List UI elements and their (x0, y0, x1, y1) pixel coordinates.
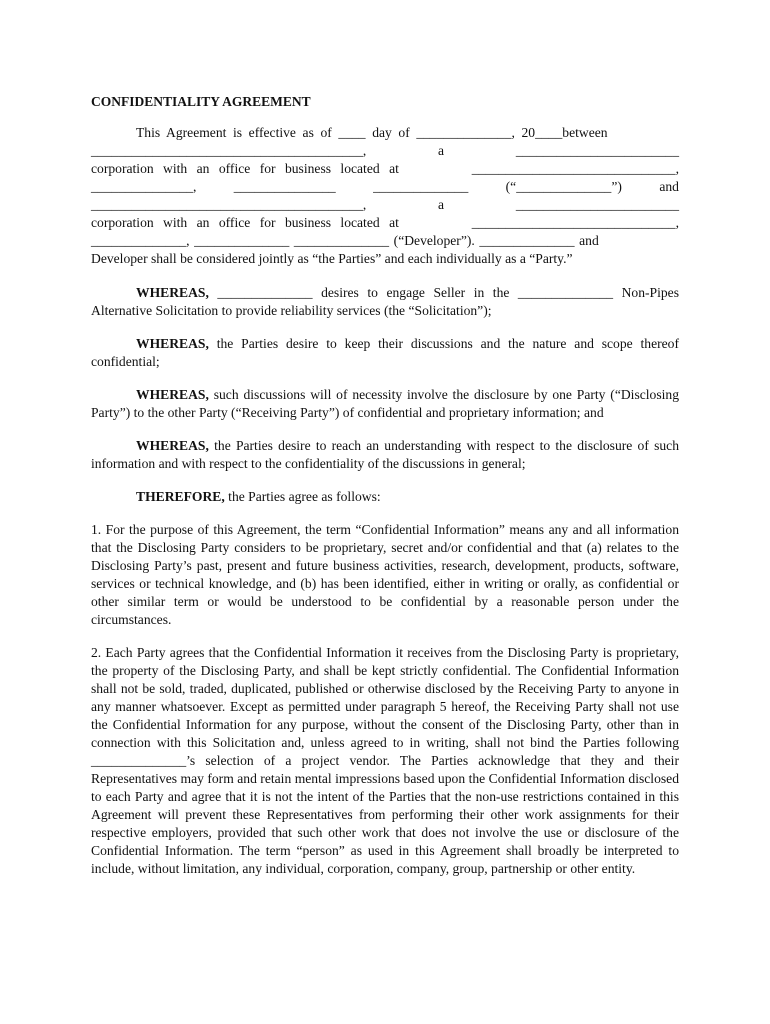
intro-line-4 (91, 178, 679, 196)
intro-line-6-a: corporation with an office for business located at (91, 215, 399, 230)
intro-line-3-b: ______________________________, (471, 161, 679, 176)
therefore-text: the Parties agree as follows: (224, 489, 381, 504)
intro-line-8-text: Developer shall be considered jointly as “the Parties” and each individually as a “Party.” (91, 251, 573, 266)
whereas-1-label: WHEREAS, (136, 285, 209, 300)
intro-line-1-text: This Agreement is effective as of ____ day of ______________, 20____between (136, 125, 608, 140)
intro-line-2 (91, 142, 679, 160)
intro-line-4-a: _______________, (91, 179, 197, 194)
whereas-paragraph-4 (91, 437, 679, 473)
intro-line-5-a: ________________________________________, (91, 197, 367, 212)
whereas-1-text: ______________ desires to engage Seller in the ______________ Non-Pipes Alternative Solicitation to provide reliability services (the “Solicitation”); (91, 285, 679, 318)
intro-line-7-text: ______________, ______________ ______________ (“Developer”). ______________ and (91, 233, 599, 248)
therefore-label: THEREFORE, (136, 489, 225, 504)
intro-line-5-b: a (438, 197, 445, 212)
intro-line-2-a: ________________________________________, (91, 143, 367, 158)
whereas-paragraph-3 (91, 386, 679, 422)
intro-line-6-b: ______________________________, (471, 215, 679, 230)
whereas-paragraph-1 (91, 284, 679, 320)
whereas-2-label: WHEREAS, (136, 336, 209, 351)
whereas-3-label: WHEREAS, (136, 387, 209, 402)
intro-line-8 (91, 250, 679, 268)
whereas-4-label: WHEREAS, (136, 438, 209, 453)
intro-line-4-e: and (659, 179, 679, 194)
intro-line-6 (91, 214, 679, 232)
section-2-paragraph: 2. Each Party agrees that the Confidential Information it receives from the Disclosing Party is proprietary, the property of the Disclosing Party, and shall be kept strictly confidential. The Confidential Information shall not be sold, traded, duplicated, published or otherwise disclosed by the Receiving Party to anyone in any manner whatsoever. Except as permitted under paragraph 5 hereof, the Receiving Party shall not use the Confidential Information for any purpose, without the consent of the Disclosing Party, other than in connection with this Solicitation and, unless agreed to in writing, shall not bind the Parties following ______________’s selection of a project vendor. The Parties acknowledge that they and their Representatives may form and retain mental impressions based upon the Confidential Information disclosed to each Party and agree that it is not the intent of the Parties that the non-use restrictions contained in this Agreement will prevent these Representatives from performing their other work assignments for their respective employers, provided that such other work that does not involve the use or disclosure of the Confidential Information. The term “person” as used in this Agreement shall broadly be interpreted to include, without limitation, any individual, corporation, company, group, partnership or other entity. (91, 645, 679, 876)
document-title: CONFIDENTIALITY AGREEMENT (91, 94, 311, 109)
intro-line-3-a: corporation with an office for business located at (91, 161, 399, 176)
intro-line-3 (91, 160, 679, 178)
intro-line-4-d: (“______________”) (505, 179, 622, 194)
intro-line-5 (91, 196, 679, 214)
intro-line-1 (91, 124, 679, 142)
therefore-paragraph (91, 488, 679, 506)
section-1-paragraph: 1. For the purpose of this Agreement, the term “Confidential Information” means any and all information that the Disclosing Party considers to be proprietary, secret and/or confidential and that (a) relates to the Disclosing Party’s past, present and future business activities, research, development, products, software, services or technical knowledge, and (b) has been identified, either in writing or orally, as confidential or other similar term or would be understood to be confidential by a reasonable person under the circumstances. (91, 522, 679, 627)
whereas-3-text: such discussions will of necessity involve the disclosure by one Party (“Disclosing Party”) to the other Party (“Receiving Party”) of confidential and proprietary information; and (91, 387, 679, 420)
whereas-paragraph-2 (91, 335, 679, 371)
intro-line-2-c: ________________________ (515, 143, 679, 158)
intro-line-4-c: ______________ (373, 179, 469, 194)
intro-block (91, 124, 679, 268)
intro-line-4-b: _______________ (233, 179, 336, 194)
whereas-2-text: the Parties desire to keep their discussions and the nature and scope thereof confidential; (91, 336, 679, 369)
intro-line-7 (91, 232, 679, 250)
intro-line-5-c: ________________________ (515, 197, 679, 212)
whereas-4-text: the Parties desire to reach an understanding with respect to the disclosure of such information and with respect to the confidentiality of the discussions in general; (91, 438, 679, 471)
intro-line-2-b: a (438, 143, 445, 158)
